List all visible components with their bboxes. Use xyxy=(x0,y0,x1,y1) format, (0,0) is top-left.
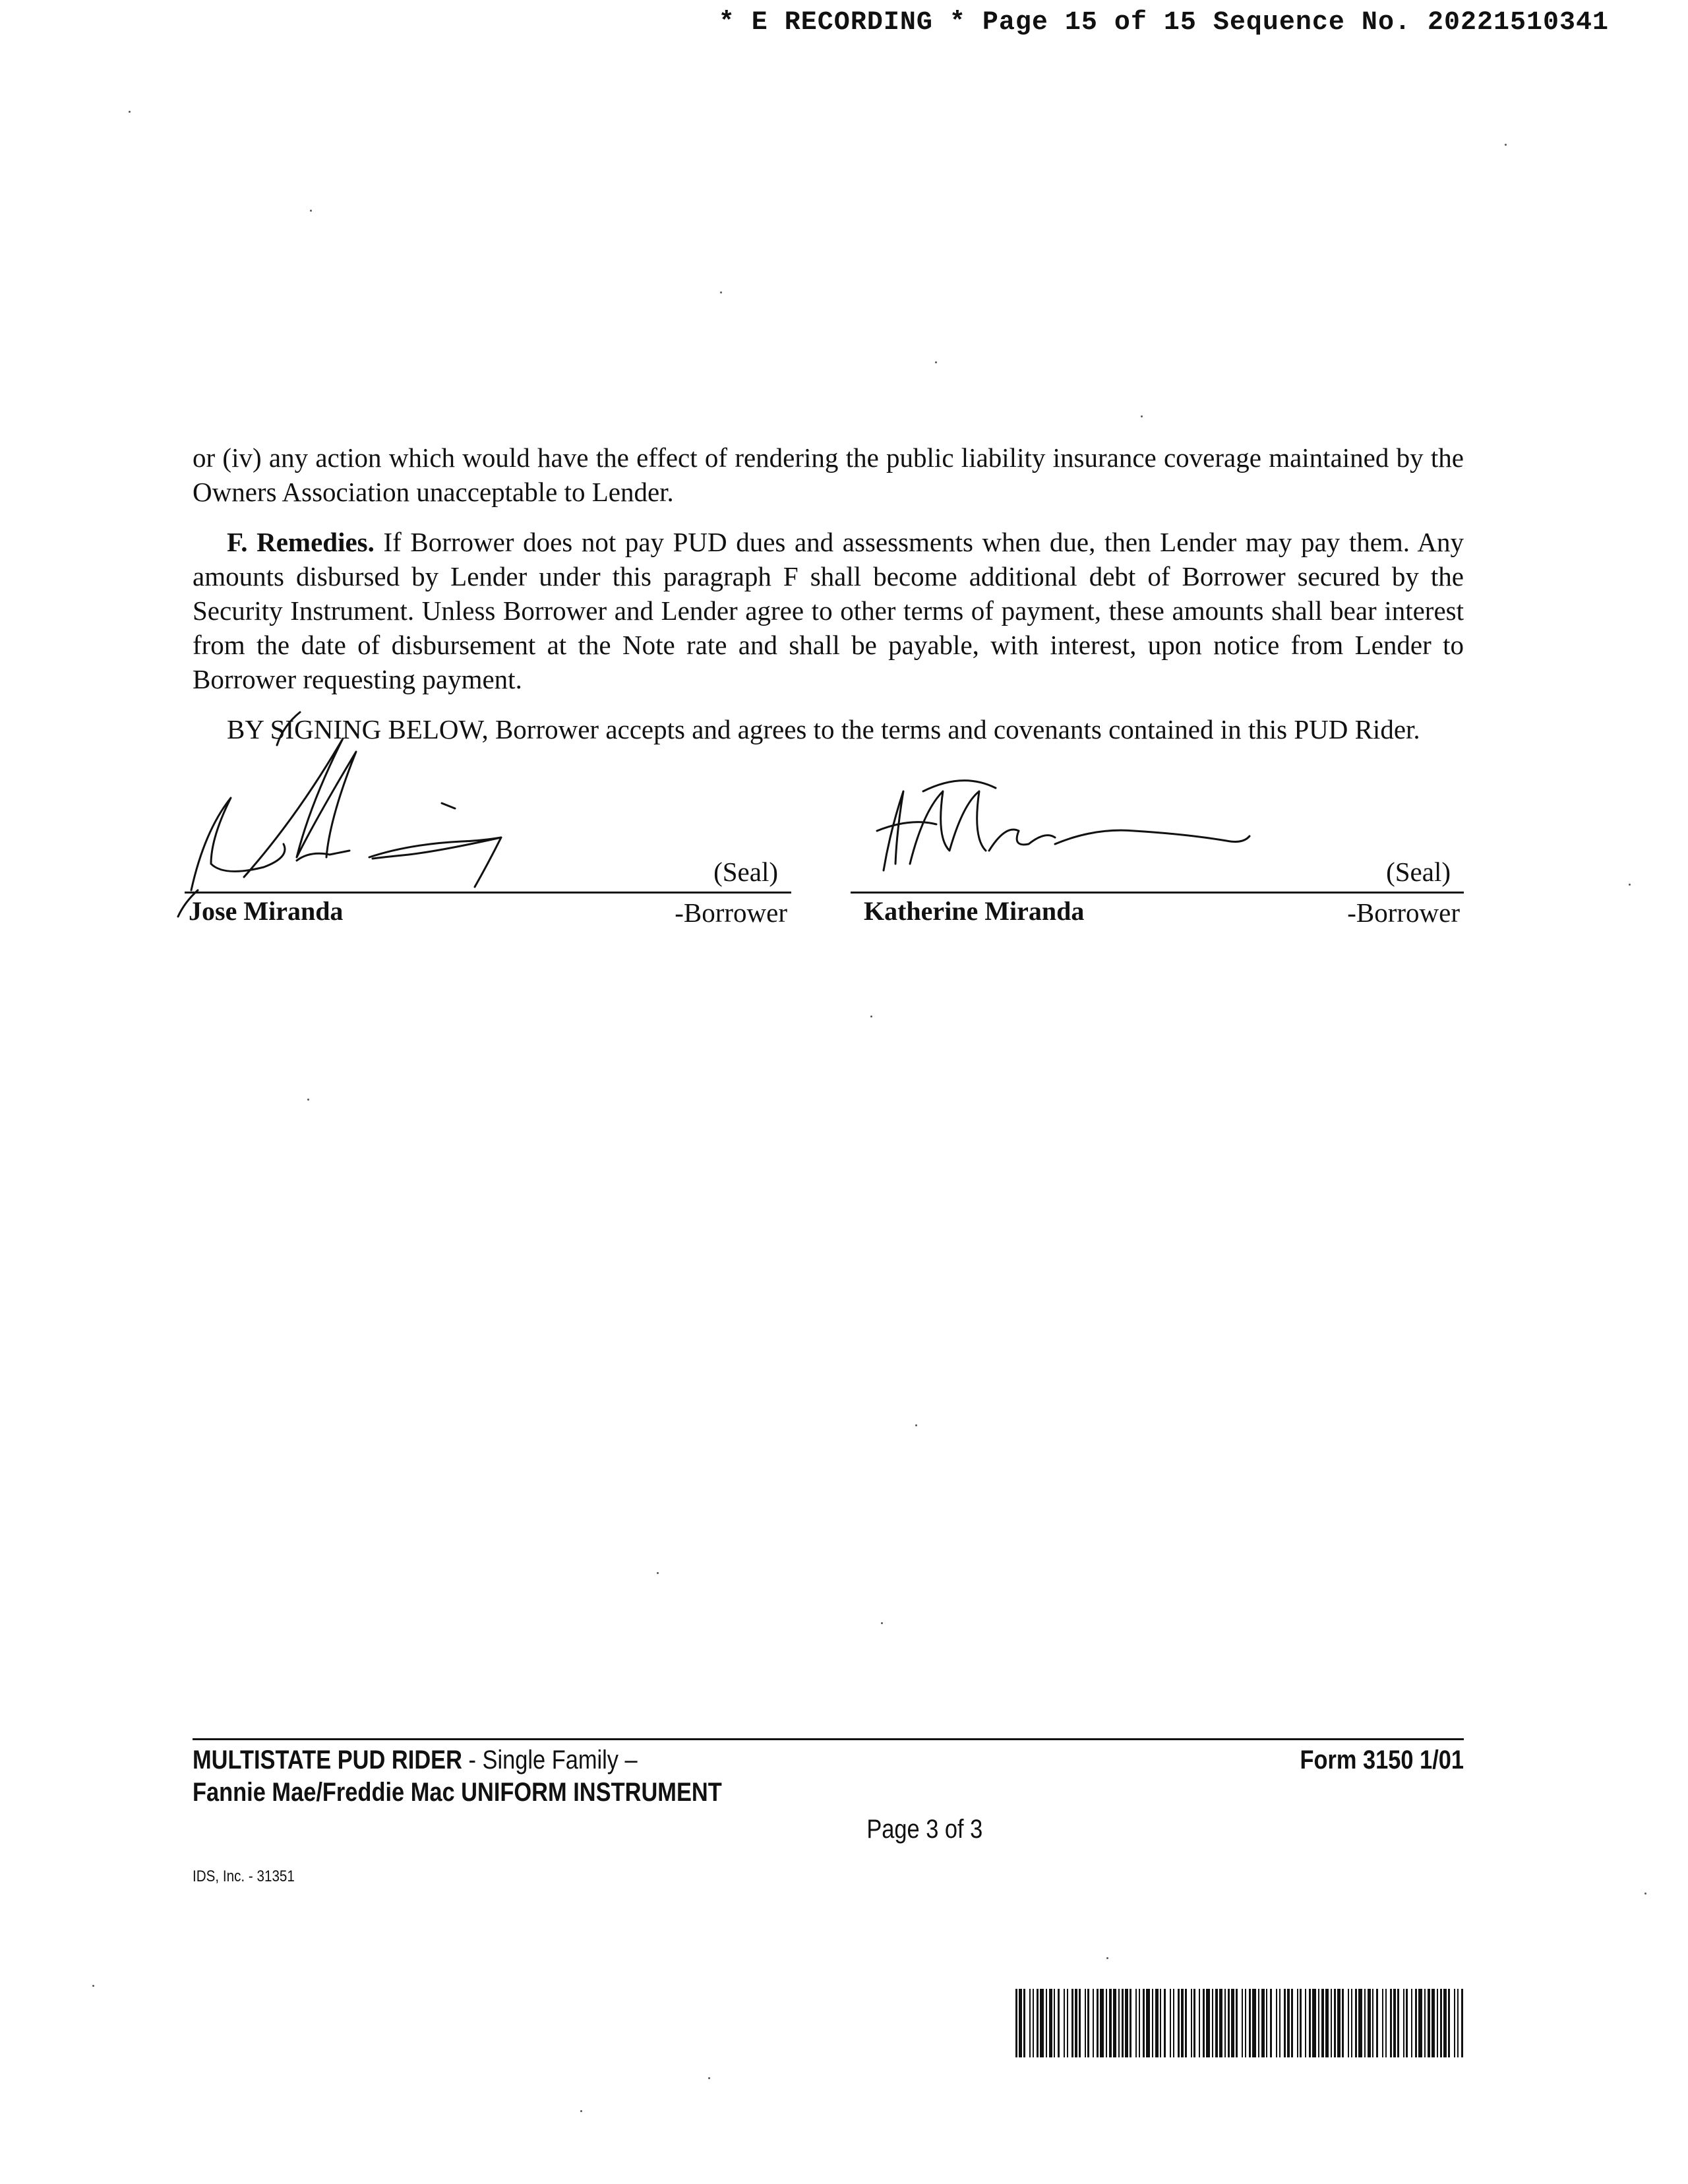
barcode-bar xyxy=(1071,1989,1073,2057)
barcode-bar xyxy=(1276,1989,1277,2057)
barcode-bar xyxy=(1457,1989,1459,2057)
scan-speck xyxy=(129,111,131,113)
footer-vendor-code: IDS, Inc. - 31351 xyxy=(193,1867,295,1885)
barcode-bar xyxy=(1242,1989,1243,2057)
barcode-bar xyxy=(1019,1989,1022,2057)
barcode-bar xyxy=(1321,1989,1324,2057)
scan-speck xyxy=(915,1424,917,1426)
barcode-bar xyxy=(1418,1989,1422,2057)
barcode-bar xyxy=(1219,1989,1222,2057)
barcode-bar xyxy=(1236,1989,1238,2057)
barcode-bar xyxy=(1461,1989,1463,2057)
barcode-bar xyxy=(1054,1989,1055,2057)
barcode-bar xyxy=(1393,1989,1396,2057)
barcode-bar xyxy=(1203,1989,1205,2057)
barcode-bar xyxy=(1270,1989,1272,2057)
barcode-bar xyxy=(1206,1989,1210,2057)
barcode-bar xyxy=(1297,1989,1298,2057)
barcode-bar xyxy=(1428,1989,1430,2057)
barcode-bar xyxy=(1193,1989,1195,2057)
barcode-bar xyxy=(1046,1989,1047,2057)
footer-title-bold: MULTISTATE PUD RIDER xyxy=(193,1745,462,1774)
barcode-bar xyxy=(1185,1989,1187,2057)
barcode-bar xyxy=(1252,1989,1256,2057)
barcode-bar xyxy=(1170,1989,1171,2057)
barcode-bar xyxy=(1424,1989,1426,2057)
barcode-bar xyxy=(1093,1989,1094,2057)
rider-body xyxy=(193,440,1464,762)
scan-speck xyxy=(1141,415,1143,417)
barcode-bar xyxy=(1291,1989,1293,2057)
barcode-bar xyxy=(1411,1989,1412,2057)
barcode-bar xyxy=(1139,1989,1140,2057)
barcode-bar xyxy=(1390,1989,1392,2057)
barcode-bar xyxy=(1358,1989,1362,2057)
barcode-bar xyxy=(1118,1989,1120,2057)
scan-speck xyxy=(1106,1957,1108,1959)
footer-page-number: Page 3 of 3 xyxy=(866,1815,983,1844)
barcode-bar xyxy=(1155,1989,1159,2057)
barcode-bar xyxy=(1212,1989,1213,2057)
signature-line xyxy=(185,892,791,894)
barcode-bar xyxy=(1033,1989,1034,2057)
barcode-bar xyxy=(1305,1989,1306,2057)
barcode-bar xyxy=(1245,1989,1246,2057)
scan-speck xyxy=(657,1572,659,1574)
footer-form-number: Form 3150 1/01 xyxy=(1300,1745,1464,1774)
paragraph-signing-below: BY SIGNING BELOW, Borrower accepts and agrees to the terms and covenants contained in this PUD Rider. xyxy=(227,714,1420,744)
footer-title-row xyxy=(193,1740,1464,1774)
barcode-bar xyxy=(1397,1989,1399,2057)
barcode-bar xyxy=(1085,1989,1086,2057)
seal-label: (Seal) xyxy=(1386,857,1451,887)
signature-line xyxy=(851,892,1464,894)
paragraph-iv-continuation: or (iv) any action which would have the effect of rendering the public liability insurance coverage maintained by the Owners Association unacceptable to Lender. xyxy=(193,442,1464,507)
footer-title-rest: - Single Family – xyxy=(462,1745,638,1774)
scan-speck xyxy=(580,2110,582,2112)
barcode-bar xyxy=(1279,1989,1281,2057)
remedies-text: If Borrower does not pay PUD dues and assessments when due, then Lender may pay them. Any amounts disbursed by Lender under this paragraph F shall become additional debt of Borrower secured by the Security Instrument. Unless Borrower and Lender agree to other terms of payment, these amounts shall bear interest from the date of disbursement at the Note rate and shall be payable, with interest, upon notice from Lender to Borrower requesting payment. xyxy=(193,527,1464,694)
barcode-bar xyxy=(1415,1989,1417,2057)
scan-speck xyxy=(307,1099,309,1101)
barcode-bar xyxy=(1231,1989,1234,2057)
signer-name: Jose Miranda xyxy=(189,896,344,926)
recording-stamp: * E RECORDING * Page 15 of 15 Sequence No. 20221510341 xyxy=(718,8,1609,38)
barcode-bar xyxy=(1437,1989,1438,2057)
handwritten-signature-katherine-miranda xyxy=(857,752,1266,884)
barcode-bar xyxy=(1199,1989,1200,2057)
barcode-bar xyxy=(1100,1989,1104,2057)
barcode-bar xyxy=(1300,1989,1302,2057)
barcode-bar xyxy=(1097,1989,1099,2057)
barcode-bar xyxy=(1342,1989,1344,2057)
barcode-bar xyxy=(1376,1989,1378,2057)
scan-speck xyxy=(870,1016,872,1017)
signature-block-katherine-miranda xyxy=(851,778,1464,936)
barcode-bar xyxy=(1348,1989,1349,2057)
barcode-bar xyxy=(1049,1989,1052,2057)
barcode-bar xyxy=(1125,1989,1128,2057)
barcode-bar xyxy=(1067,1989,1068,2057)
barcode-bar xyxy=(1224,1989,1226,2057)
scan-speck xyxy=(92,1985,94,1987)
barcode-bar xyxy=(1106,1989,1107,2057)
barcode-bar xyxy=(1258,1989,1259,2057)
form-footer xyxy=(193,1738,1464,1885)
barcode-bar xyxy=(1443,1989,1447,2057)
barcode-bar xyxy=(1266,1989,1267,2057)
barcode-bar xyxy=(1440,1989,1442,2057)
barcode-bar xyxy=(1037,1989,1039,2057)
barcode-bar xyxy=(1023,1989,1025,2057)
barcode-bar xyxy=(1015,1989,1017,2057)
barcode-bar xyxy=(1152,1989,1153,2057)
barcode-bar xyxy=(1287,1989,1290,2057)
barcode-bar xyxy=(1309,1989,1311,2057)
scan-speck xyxy=(708,2077,710,2079)
barcode-bar xyxy=(1372,1989,1373,2057)
barcode-bar xyxy=(1173,1989,1174,2057)
scan-speck xyxy=(1629,884,1631,886)
barcode-bar xyxy=(1228,1989,1230,2057)
barcode-bar xyxy=(1164,1989,1166,2057)
barcode-bar xyxy=(1454,1989,1455,2057)
barcode-bar xyxy=(1385,1989,1387,2057)
barcode-bar xyxy=(1113,1989,1116,2057)
remedies-heading: F. Remedies. xyxy=(227,527,375,557)
barcode-bar xyxy=(1075,1989,1077,2057)
barcode-bar xyxy=(1215,1989,1218,2057)
signer-name: Katherine Miranda xyxy=(864,896,1085,926)
barcode-bar xyxy=(1130,1989,1131,2057)
seal-label: (Seal) xyxy=(713,857,778,887)
barcode-bar xyxy=(1355,1989,1357,2057)
barcode-bar xyxy=(1284,1989,1286,2057)
signer-role: -Borrower xyxy=(1347,897,1460,928)
barcode-bar xyxy=(1312,1989,1316,2057)
barcode-bar xyxy=(1351,1989,1352,2057)
barcode-bar xyxy=(1040,1989,1044,2057)
barcode-bar xyxy=(1334,1989,1336,2057)
barcode-bar xyxy=(1261,1989,1265,2057)
barcode-bar xyxy=(1382,1989,1383,2057)
barcode-bar xyxy=(1064,1989,1065,2057)
barcode-bar xyxy=(1191,1989,1192,2057)
barcode-bar xyxy=(1122,1989,1124,2057)
barcode-bar xyxy=(1109,1989,1112,2057)
barcode-bar xyxy=(1325,1989,1329,2057)
signer-role: -Borrower xyxy=(675,897,787,928)
barcode-bar xyxy=(1143,1989,1145,2057)
barcode-bar xyxy=(1406,1989,1408,2057)
barcode-bar xyxy=(1029,1989,1031,2057)
scan-speck xyxy=(1505,144,1507,146)
barcode-bar xyxy=(1181,1989,1184,2057)
handwritten-signature-jose-miranda xyxy=(132,725,593,897)
barcode-bar xyxy=(1087,1989,1089,2057)
paragraph-remedies xyxy=(193,525,1464,696)
scan-speck xyxy=(1644,1893,1646,1895)
barcode-bar xyxy=(1368,1989,1371,2057)
barcode-bar xyxy=(1178,1989,1180,2057)
barcode-bar xyxy=(1448,1989,1450,2057)
barcode-bar xyxy=(1146,1989,1150,2057)
scan-speck xyxy=(310,210,312,212)
barcode-bar xyxy=(1079,1989,1081,2057)
signature-block-jose-miranda xyxy=(132,778,791,936)
barcode-bar xyxy=(1331,1989,1332,2057)
barcode-bar xyxy=(1249,1989,1251,2057)
barcode-bar xyxy=(1403,1989,1404,2057)
barcode-bar xyxy=(1318,1989,1319,2057)
barcode-bar xyxy=(1432,1989,1435,2057)
barcode-bar xyxy=(1160,1989,1161,2057)
barcode-bar xyxy=(1337,1989,1341,2057)
scan-speck xyxy=(881,1622,883,1624)
footer-instrument-line: Fannie Mae/Freddie Mac UNIFORM INSTRUMENT xyxy=(193,1778,722,1807)
footer-form-title xyxy=(193,1745,638,1775)
barcode-bar xyxy=(1135,1989,1137,2057)
barcode-bar xyxy=(1058,1989,1060,2057)
barcode-bar xyxy=(1364,1989,1366,2057)
scan-speck xyxy=(720,291,722,293)
barcode-image xyxy=(1015,1989,1464,2057)
scan-speck xyxy=(935,361,937,363)
